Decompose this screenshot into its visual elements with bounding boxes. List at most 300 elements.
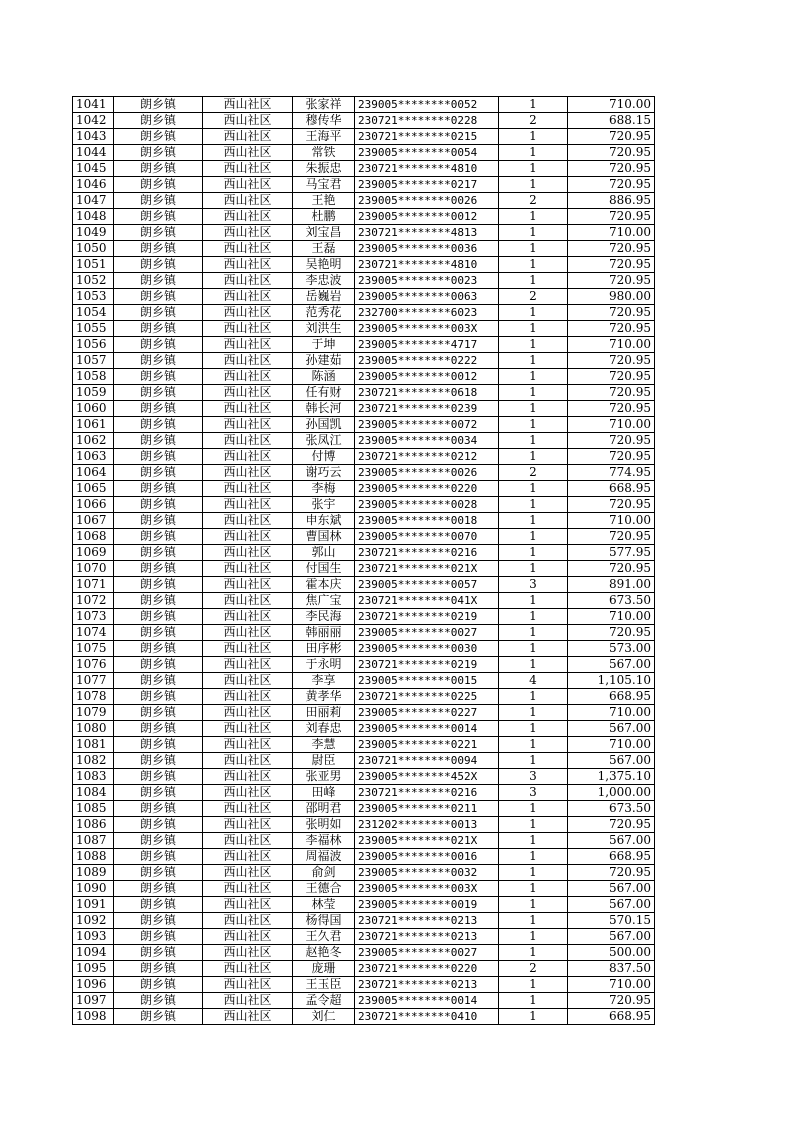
community-cell: 西山社区 xyxy=(203,369,293,385)
id-number-cell: 230721********0216 xyxy=(355,545,499,561)
household-count-cell: 1 xyxy=(499,929,568,945)
town-cell: 朗乡镇 xyxy=(114,481,203,497)
household-count-cell: 1 xyxy=(499,337,568,353)
id-number-cell: 230721********0215 xyxy=(355,129,499,145)
name-cell: 张亚男 xyxy=(293,769,355,785)
community-cell: 西山社区 xyxy=(203,849,293,865)
community-cell: 西山社区 xyxy=(203,193,293,209)
row-number-cell: 1053 xyxy=(73,289,114,305)
name-cell: 田峰 xyxy=(293,785,355,801)
name-cell: 张宇 xyxy=(293,497,355,513)
community-cell: 西山社区 xyxy=(203,513,293,529)
id-number-cell: 239005********0014 xyxy=(355,721,499,737)
row-number-cell: 1051 xyxy=(73,257,114,273)
table-row xyxy=(73,785,655,801)
id-number-cell: 239005********0016 xyxy=(355,849,499,865)
id-number-cell: 239005********0026 xyxy=(355,465,499,481)
name-cell: 黄孝华 xyxy=(293,689,355,705)
row-number-cell: 1052 xyxy=(73,273,114,289)
row-number-cell: 1068 xyxy=(73,529,114,545)
table-row xyxy=(73,609,655,625)
table-row xyxy=(73,417,655,433)
household-count-cell: 1 xyxy=(499,561,568,577)
amount-cell: 720.95 xyxy=(568,321,655,337)
name-cell: 赵艳冬 xyxy=(293,945,355,961)
name-cell: 于坤 xyxy=(293,337,355,353)
id-number-cell: 239005********0014 xyxy=(355,993,499,1009)
town-cell: 朗乡镇 xyxy=(114,369,203,385)
row-number-cell: 1092 xyxy=(73,913,114,929)
row-number-cell: 1065 xyxy=(73,481,114,497)
id-number-cell: 239005********0221 xyxy=(355,737,499,753)
id-number-cell: 239005********0063 xyxy=(355,289,499,305)
town-cell: 朗乡镇 xyxy=(114,529,203,545)
town-cell: 朗乡镇 xyxy=(114,609,203,625)
town-cell: 朗乡镇 xyxy=(114,145,203,161)
community-cell: 西山社区 xyxy=(203,721,293,737)
household-count-cell: 1 xyxy=(499,545,568,561)
name-cell: 常铁 xyxy=(293,145,355,161)
town-cell: 朗乡镇 xyxy=(114,433,203,449)
amount-cell: 720.95 xyxy=(568,433,655,449)
amount-cell: 673.50 xyxy=(568,593,655,609)
id-number-cell: 239005********0019 xyxy=(355,897,499,913)
name-cell: 马宝君 xyxy=(293,177,355,193)
table-row xyxy=(73,961,655,977)
table-row xyxy=(73,113,655,129)
table-row xyxy=(73,273,655,289)
amount-cell: 720.95 xyxy=(568,177,655,193)
table-row xyxy=(73,881,655,897)
id-number-cell: 239005********0227 xyxy=(355,705,499,721)
name-cell: 于永明 xyxy=(293,657,355,673)
community-cell: 西山社区 xyxy=(203,705,293,721)
name-cell: 李忠波 xyxy=(293,273,355,289)
row-number-cell: 1094 xyxy=(73,945,114,961)
table-row xyxy=(73,753,655,769)
name-cell: 付国生 xyxy=(293,561,355,577)
town-cell: 朗乡镇 xyxy=(114,577,203,593)
town-cell: 朗乡镇 xyxy=(114,225,203,241)
town-cell: 朗乡镇 xyxy=(114,977,203,993)
name-cell: 张明如 xyxy=(293,817,355,833)
community-cell: 西山社区 xyxy=(203,737,293,753)
amount-cell: 570.15 xyxy=(568,913,655,929)
town-cell: 朗乡镇 xyxy=(114,865,203,881)
name-cell: 韩长河 xyxy=(293,401,355,417)
table-row xyxy=(73,897,655,913)
community-cell: 西山社区 xyxy=(203,929,293,945)
row-number-cell: 1088 xyxy=(73,849,114,865)
row-number-cell: 1047 xyxy=(73,193,114,209)
row-number-cell: 1081 xyxy=(73,737,114,753)
name-cell: 穆传华 xyxy=(293,113,355,129)
town-cell: 朗乡镇 xyxy=(114,753,203,769)
amount-cell: 837.50 xyxy=(568,961,655,977)
id-number-cell: 239005********0012 xyxy=(355,369,499,385)
amount-cell: 720.95 xyxy=(568,993,655,1009)
household-count-cell: 1 xyxy=(499,417,568,433)
row-number-cell: 1072 xyxy=(73,593,114,609)
household-count-cell: 1 xyxy=(499,689,568,705)
household-count-cell: 2 xyxy=(499,961,568,977)
town-cell: 朗乡镇 xyxy=(114,97,203,113)
table-row xyxy=(73,177,655,193)
row-number-cell: 1093 xyxy=(73,929,114,945)
table-row xyxy=(73,689,655,705)
town-cell: 朗乡镇 xyxy=(114,561,203,577)
community-cell: 西山社区 xyxy=(203,561,293,577)
community-cell: 西山社区 xyxy=(203,481,293,497)
table-row xyxy=(73,849,655,865)
amount-cell: 720.95 xyxy=(568,257,655,273)
id-number-cell: 230721********0618 xyxy=(355,385,499,401)
id-number-cell: 239005********0217 xyxy=(355,177,499,193)
household-count-cell: 1 xyxy=(499,801,568,817)
table-row xyxy=(73,225,655,241)
amount-cell: 720.95 xyxy=(568,209,655,225)
amount-cell: 720.95 xyxy=(568,385,655,401)
community-cell: 西山社区 xyxy=(203,113,293,129)
town-cell: 朗乡镇 xyxy=(114,497,203,513)
amount-cell: 1,105.10 xyxy=(568,673,655,689)
amount-cell: 720.95 xyxy=(568,241,655,257)
name-cell: 王艳 xyxy=(293,193,355,209)
row-number-cell: 1090 xyxy=(73,881,114,897)
town-cell: 朗乡镇 xyxy=(114,625,203,641)
town-cell: 朗乡镇 xyxy=(114,785,203,801)
town-cell: 朗乡镇 xyxy=(114,465,203,481)
row-number-cell: 1083 xyxy=(73,769,114,785)
id-number-cell: 239005********0027 xyxy=(355,625,499,641)
community-cell: 西山社区 xyxy=(203,641,293,657)
name-cell: 杨得国 xyxy=(293,913,355,929)
table-row xyxy=(73,465,655,481)
row-number-cell: 1049 xyxy=(73,225,114,241)
id-number-cell: 239005********0030 xyxy=(355,641,499,657)
name-cell: 邵明君 xyxy=(293,801,355,817)
id-number-cell: 230721********021X xyxy=(355,561,499,577)
id-number-cell: 230721********0212 xyxy=(355,449,499,465)
town-cell: 朗乡镇 xyxy=(114,129,203,145)
id-number-cell: 239005********003X xyxy=(355,321,499,337)
table-row xyxy=(73,577,655,593)
household-count-cell: 1 xyxy=(499,881,568,897)
table-row xyxy=(73,241,655,257)
id-number-cell: 239005********0032 xyxy=(355,865,499,881)
household-count-cell: 1 xyxy=(499,705,568,721)
household-count-cell: 1 xyxy=(499,641,568,657)
town-cell: 朗乡镇 xyxy=(114,593,203,609)
name-cell: 俞剑 xyxy=(293,865,355,881)
table-row xyxy=(73,977,655,993)
table-row xyxy=(73,929,655,945)
id-number-cell: 230721********0239 xyxy=(355,401,499,417)
table-row xyxy=(73,817,655,833)
name-cell: 谢巧云 xyxy=(293,465,355,481)
row-number-cell: 1087 xyxy=(73,833,114,849)
amount-cell: 891.00 xyxy=(568,577,655,593)
community-cell: 西山社区 xyxy=(203,673,293,689)
household-count-cell: 1 xyxy=(499,97,568,113)
town-cell: 朗乡镇 xyxy=(114,321,203,337)
household-count-cell: 4 xyxy=(499,673,568,689)
id-number-cell: 239005********003X xyxy=(355,881,499,897)
id-number-cell: 239005********0012 xyxy=(355,209,499,225)
table-row xyxy=(73,145,655,161)
community-cell: 西山社区 xyxy=(203,321,293,337)
table-row xyxy=(73,993,655,1009)
name-cell: 申东斌 xyxy=(293,513,355,529)
table-row xyxy=(73,833,655,849)
table-row xyxy=(73,513,655,529)
table-row xyxy=(73,161,655,177)
row-number-cell: 1061 xyxy=(73,417,114,433)
amount-cell: 720.95 xyxy=(568,817,655,833)
name-cell: 刘宝昌 xyxy=(293,225,355,241)
town-cell: 朗乡镇 xyxy=(114,657,203,673)
name-cell: 陈涵 xyxy=(293,369,355,385)
table-row xyxy=(73,97,655,113)
community-cell: 西山社区 xyxy=(203,529,293,545)
table-row xyxy=(73,369,655,385)
table-row xyxy=(73,401,655,417)
household-count-cell: 1 xyxy=(499,833,568,849)
table-row xyxy=(73,385,655,401)
town-cell: 朗乡镇 xyxy=(114,721,203,737)
row-number-cell: 1056 xyxy=(73,337,114,353)
table-row xyxy=(73,449,655,465)
community-cell: 西山社区 xyxy=(203,833,293,849)
name-cell: 吴艳明 xyxy=(293,257,355,273)
name-cell: 岳巍岩 xyxy=(293,289,355,305)
row-number-cell: 1050 xyxy=(73,241,114,257)
name-cell: 刘仁 xyxy=(293,1009,355,1025)
community-cell: 西山社区 xyxy=(203,801,293,817)
amount-cell: 720.95 xyxy=(568,449,655,465)
household-count-cell: 2 xyxy=(499,289,568,305)
community-cell: 西山社区 xyxy=(203,1009,293,1025)
town-cell: 朗乡镇 xyxy=(114,353,203,369)
household-count-cell: 1 xyxy=(499,129,568,145)
name-cell: 刘春忠 xyxy=(293,721,355,737)
household-count-cell: 1 xyxy=(499,433,568,449)
household-count-cell: 1 xyxy=(499,481,568,497)
name-cell: 李福林 xyxy=(293,833,355,849)
table-row xyxy=(73,625,655,641)
community-cell: 西山社区 xyxy=(203,913,293,929)
community-cell: 西山社区 xyxy=(203,689,293,705)
name-cell: 林莹 xyxy=(293,897,355,913)
town-cell: 朗乡镇 xyxy=(114,545,203,561)
town-cell: 朗乡镇 xyxy=(114,193,203,209)
town-cell: 朗乡镇 xyxy=(114,833,203,849)
id-number-cell: 239005********452X xyxy=(355,769,499,785)
id-number-cell: 230721********0213 xyxy=(355,977,499,993)
amount-cell: 567.00 xyxy=(568,897,655,913)
household-count-cell: 1 xyxy=(499,1009,568,1025)
table-row xyxy=(73,433,655,449)
name-cell: 任有财 xyxy=(293,385,355,401)
town-cell: 朗乡镇 xyxy=(114,209,203,225)
community-cell: 西山社区 xyxy=(203,337,293,353)
amount-cell: 567.00 xyxy=(568,929,655,945)
amount-cell: 710.00 xyxy=(568,977,655,993)
town-cell: 朗乡镇 xyxy=(114,993,203,1009)
table-row xyxy=(73,481,655,497)
row-number-cell: 1046 xyxy=(73,177,114,193)
amount-cell: 720.95 xyxy=(568,865,655,881)
household-count-cell: 1 xyxy=(499,721,568,737)
amount-cell: 710.00 xyxy=(568,97,655,113)
row-number-cell: 1058 xyxy=(73,369,114,385)
household-count-cell: 1 xyxy=(499,593,568,609)
household-count-cell: 1 xyxy=(499,865,568,881)
household-count-cell: 1 xyxy=(499,817,568,833)
row-number-cell: 1079 xyxy=(73,705,114,721)
name-cell: 焦广宝 xyxy=(293,593,355,609)
name-cell: 朱振忠 xyxy=(293,161,355,177)
id-number-cell: 230721********0213 xyxy=(355,913,499,929)
name-cell: 杜鹏 xyxy=(293,209,355,225)
amount-cell: 500.00 xyxy=(568,945,655,961)
amount-cell: 720.95 xyxy=(568,353,655,369)
row-number-cell: 1059 xyxy=(73,385,114,401)
household-count-cell: 1 xyxy=(499,977,568,993)
amount-cell: 668.95 xyxy=(568,1009,655,1025)
id-number-cell: 239005********0028 xyxy=(355,497,499,513)
amount-cell: 720.95 xyxy=(568,145,655,161)
table-row xyxy=(73,257,655,273)
id-number-cell: 239005********0222 xyxy=(355,353,499,369)
row-number-cell: 1078 xyxy=(73,689,114,705)
name-cell: 王德合 xyxy=(293,881,355,897)
community-cell: 西山社区 xyxy=(203,769,293,785)
name-cell: 韩丽丽 xyxy=(293,625,355,641)
household-count-cell: 1 xyxy=(499,609,568,625)
name-cell: 王海平 xyxy=(293,129,355,145)
town-cell: 朗乡镇 xyxy=(114,113,203,129)
amount-cell: 567.00 xyxy=(568,657,655,673)
table-row xyxy=(73,705,655,721)
community-cell: 西山社区 xyxy=(203,961,293,977)
community-cell: 西山社区 xyxy=(203,225,293,241)
community-cell: 西山社区 xyxy=(203,129,293,145)
row-number-cell: 1084 xyxy=(73,785,114,801)
row-number-cell: 1044 xyxy=(73,145,114,161)
table-row xyxy=(73,529,655,545)
town-cell: 朗乡镇 xyxy=(114,289,203,305)
table-row xyxy=(73,561,655,577)
amount-cell: 573.00 xyxy=(568,641,655,657)
household-count-cell: 3 xyxy=(499,577,568,593)
row-number-cell: 1043 xyxy=(73,129,114,145)
household-count-cell: 2 xyxy=(499,465,568,481)
id-number-cell: 239005********0070 xyxy=(355,529,499,545)
town-cell: 朗乡镇 xyxy=(114,241,203,257)
row-number-cell: 1096 xyxy=(73,977,114,993)
row-number-cell: 1085 xyxy=(73,801,114,817)
community-cell: 西山社区 xyxy=(203,385,293,401)
name-cell: 孙建茹 xyxy=(293,353,355,369)
row-number-cell: 1045 xyxy=(73,161,114,177)
id-number-cell: 230721********0410 xyxy=(355,1009,499,1025)
row-number-cell: 1086 xyxy=(73,817,114,833)
community-cell: 西山社区 xyxy=(203,593,293,609)
community-cell: 西山社区 xyxy=(203,545,293,561)
town-cell: 朗乡镇 xyxy=(114,305,203,321)
amount-cell: 668.95 xyxy=(568,849,655,865)
town-cell: 朗乡镇 xyxy=(114,881,203,897)
name-cell: 范秀花 xyxy=(293,305,355,321)
amount-cell: 668.95 xyxy=(568,689,655,705)
table-row xyxy=(73,353,655,369)
table-row xyxy=(73,769,655,785)
row-number-cell: 1077 xyxy=(73,673,114,689)
name-cell: 曹国林 xyxy=(293,529,355,545)
table-row xyxy=(73,865,655,881)
community-cell: 西山社区 xyxy=(203,865,293,881)
community-cell: 西山社区 xyxy=(203,353,293,369)
town-cell: 朗乡镇 xyxy=(114,1009,203,1025)
town-cell: 朗乡镇 xyxy=(114,705,203,721)
table-row xyxy=(73,737,655,753)
name-cell: 刘洪生 xyxy=(293,321,355,337)
town-cell: 朗乡镇 xyxy=(114,337,203,353)
town-cell: 朗乡镇 xyxy=(114,417,203,433)
household-count-cell: 1 xyxy=(499,497,568,513)
name-cell: 王磊 xyxy=(293,241,355,257)
name-cell: 张凤江 xyxy=(293,433,355,449)
town-cell: 朗乡镇 xyxy=(114,673,203,689)
community-cell: 西山社区 xyxy=(203,177,293,193)
name-cell: 李民海 xyxy=(293,609,355,625)
community-cell: 西山社区 xyxy=(203,433,293,449)
id-number-cell: 232700********6023 xyxy=(355,305,499,321)
community-cell: 西山社区 xyxy=(203,785,293,801)
household-count-cell: 1 xyxy=(499,849,568,865)
id-number-cell: 239005********0057 xyxy=(355,577,499,593)
amount-cell: 720.95 xyxy=(568,497,655,513)
data-table xyxy=(72,96,655,1025)
household-count-cell: 1 xyxy=(499,369,568,385)
household-count-cell: 1 xyxy=(499,145,568,161)
community-cell: 西山社区 xyxy=(203,465,293,481)
amount-cell: 577.95 xyxy=(568,545,655,561)
amount-cell: 710.00 xyxy=(568,513,655,529)
row-number-cell: 1097 xyxy=(73,993,114,1009)
id-number-cell: 230721********041X xyxy=(355,593,499,609)
row-number-cell: 1098 xyxy=(73,1009,114,1025)
table-row xyxy=(73,913,655,929)
household-count-cell: 1 xyxy=(499,913,568,929)
amount-cell: 720.95 xyxy=(568,369,655,385)
row-number-cell: 1080 xyxy=(73,721,114,737)
town-cell: 朗乡镇 xyxy=(114,177,203,193)
town-cell: 朗乡镇 xyxy=(114,945,203,961)
community-cell: 西山社区 xyxy=(203,993,293,1009)
community-cell: 西山社区 xyxy=(203,305,293,321)
row-number-cell: 1062 xyxy=(73,433,114,449)
household-count-cell: 1 xyxy=(499,737,568,753)
row-number-cell: 1070 xyxy=(73,561,114,577)
table-row xyxy=(73,321,655,337)
household-count-cell: 1 xyxy=(499,177,568,193)
town-cell: 朗乡镇 xyxy=(114,913,203,929)
row-number-cell: 1042 xyxy=(73,113,114,129)
amount-cell: 567.00 xyxy=(568,881,655,897)
household-count-cell: 1 xyxy=(499,273,568,289)
